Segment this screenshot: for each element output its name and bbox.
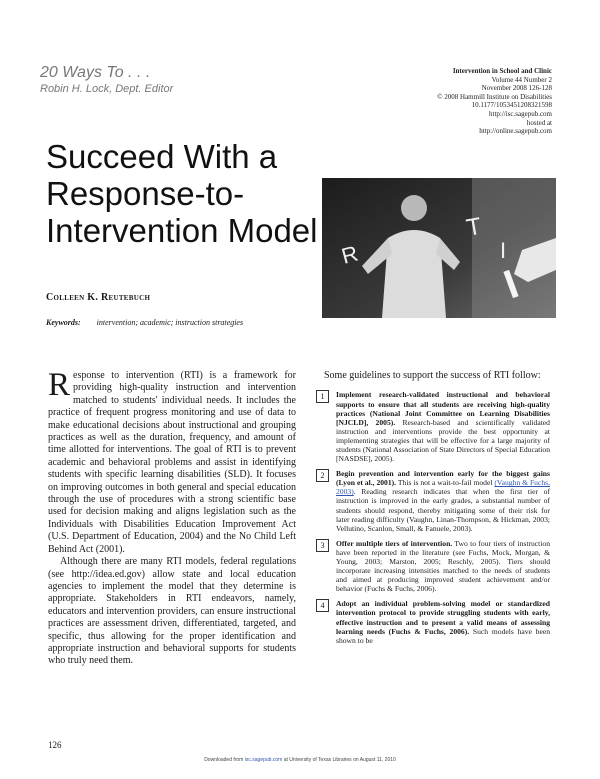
series-title: 20 Ways To . . . — [40, 64, 151, 81]
journal-date-pages: November 2008 126-128 — [481, 84, 552, 93]
item-number: 1 — [316, 390, 329, 403]
paragraph-2: Although there are many RTI models, federal regulations (see http://idea.ed.gov) allow state and local education agencies to implement the model that they determine is appropriate. Stakeholders in RTI endeavors, namely, educators and intervention providers, can ensure instructional practices are assessment driven, differentiated, targeted, and specific, thus allowing for the proper identification and appropriate instruction and behavioral supports for students who truly need them. — [48, 556, 296, 667]
journal-copyright: © 2008 Hammill Institute on Disabilities — [437, 92, 552, 101]
item-body: This is not a wait-to-fail model — [396, 478, 495, 488]
letter-t: T — [464, 212, 484, 242]
guidelines-intro: Some guidelines to support the success of RTI follow: — [324, 370, 541, 381]
item-body: Two to four tiers of instruction have been reported in the literature (see Fuchs, Mock, Morgan, & Young, 2003; Marston, 2005; Reschly, 2005). Tiers should incorporate increasing intensities matched to the needs of students and aimed at producing improved student achievement and/or behavior (Fuchs & Fuchs, 2006). — [336, 538, 550, 594]
paragraph-1-text: esponse to intervention (RTI) is a framework for providing high-quality instruction and intervention matched to students' individual needs. It includes the practice of frequent progress monitoring and use of data to make educational decisions about instructional and grouping practices as well as the duration, frequency, and amount of time allotted for interventions. The goal of RTI is to prevent academic and behavioral problems and assist in identifying students with specific learning disabilities (SLD). It focuses on improving outcomes in both general and special education through the use of procedures with a strong scientific base used for decision making and aligns legislation such as the Individuals with Disabilities Education Improvement Act (U.S. Department of Education, 2004) and the No Child Left Behind Act (2001). — [48, 370, 296, 555]
journal-doi: 10.1177/1053451208321598 — [471, 101, 552, 110]
list-item — [310, 599, 550, 644]
journal-info — [352, 67, 552, 136]
footer-url[interactable]: isc.sagepub.com — [244, 757, 283, 763]
item-number: 3 — [316, 539, 329, 552]
citation-link[interactable]: (Vaughn & Fuchs, 2003) — [336, 478, 550, 497]
journal-hosted: hosted at — [526, 118, 552, 127]
journal-volume: Volume 44 Number 2 — [491, 75, 552, 84]
list-item — [310, 469, 550, 533]
keywords-label: Keywords: — [46, 318, 81, 327]
item-number: 2 — [316, 469, 329, 482]
item-heading: Adopt an individual problem-solving model or standardized intervention protocol to provide struggling students with early, effective instruction and to present a valid means of assessing learning needs (Fuchs & Fuchs, 2006). — [336, 599, 550, 636]
drop-cap: R — [48, 367, 71, 403]
article-title: Succeed With a Response-to-Intervention Model — [46, 138, 318, 249]
letter-i: I — [500, 238, 507, 263]
keywords-line — [46, 318, 243, 327]
left-column — [48, 367, 296, 668]
keywords-list: intervention; academic; instruction strategies — [96, 318, 244, 327]
list-item — [310, 539, 550, 594]
letter-r: R — [338, 240, 361, 269]
item-body: Research-based and scientifically validated instruction and interventions provide the best opportunity at implementing strategies that will be effective for a large majority of students (National Association of State Directors of Special Education [NASDSE], 2005). — [336, 417, 550, 464]
journal-title: Intervention in School and Clinic — [452, 67, 552, 75]
footer-downloaded: Downloaded from — [204, 757, 244, 763]
item-heading: Begin prevention and intervention early for the biggest gains (Lyon et al., 2001). — [336, 469, 550, 488]
journal-host-url[interactable]: http://online.sagepub.com — [479, 127, 552, 136]
item-heading: Implement research-validated instructional and behavioral supports to ensure that all students are receiving high-quality practices (National Joint Committee on Learning Disabilities [NJCLD], 2005). — [336, 390, 550, 427]
author: Colleen K. Reutebuch — [46, 292, 151, 303]
item-number: 4 — [316, 599, 329, 612]
footer-rest: at University of Texas Libraries on August 11, 2010 — [283, 757, 396, 763]
item-body: Such models have been shown to be — [336, 626, 551, 645]
journal-url[interactable]: http://isc.sagepub.com — [489, 109, 552, 118]
item-body-continued: . Reading research indicates that when the first tier of instruction is improved in the early grades, a substantial number of students should respond, thereby mitigating some of their risk for later reading difficulty (Vaughn, Linan-Thompson, & Hickman, 2003; Vellutino, Scanlon, Small, & Fanuele, 2003). — [336, 487, 550, 533]
right-column — [310, 370, 550, 651]
download-footer — [0, 757, 600, 763]
paragraph-1 — [48, 367, 296, 556]
list-item — [310, 390, 550, 463]
page-number: 126 — [48, 740, 62, 750]
dept-editor: Robin H. Lock, Dept. Editor — [40, 83, 174, 95]
article-photo — [322, 178, 556, 318]
item-heading: Offer multiple tiers of intervention. — [336, 538, 453, 548]
